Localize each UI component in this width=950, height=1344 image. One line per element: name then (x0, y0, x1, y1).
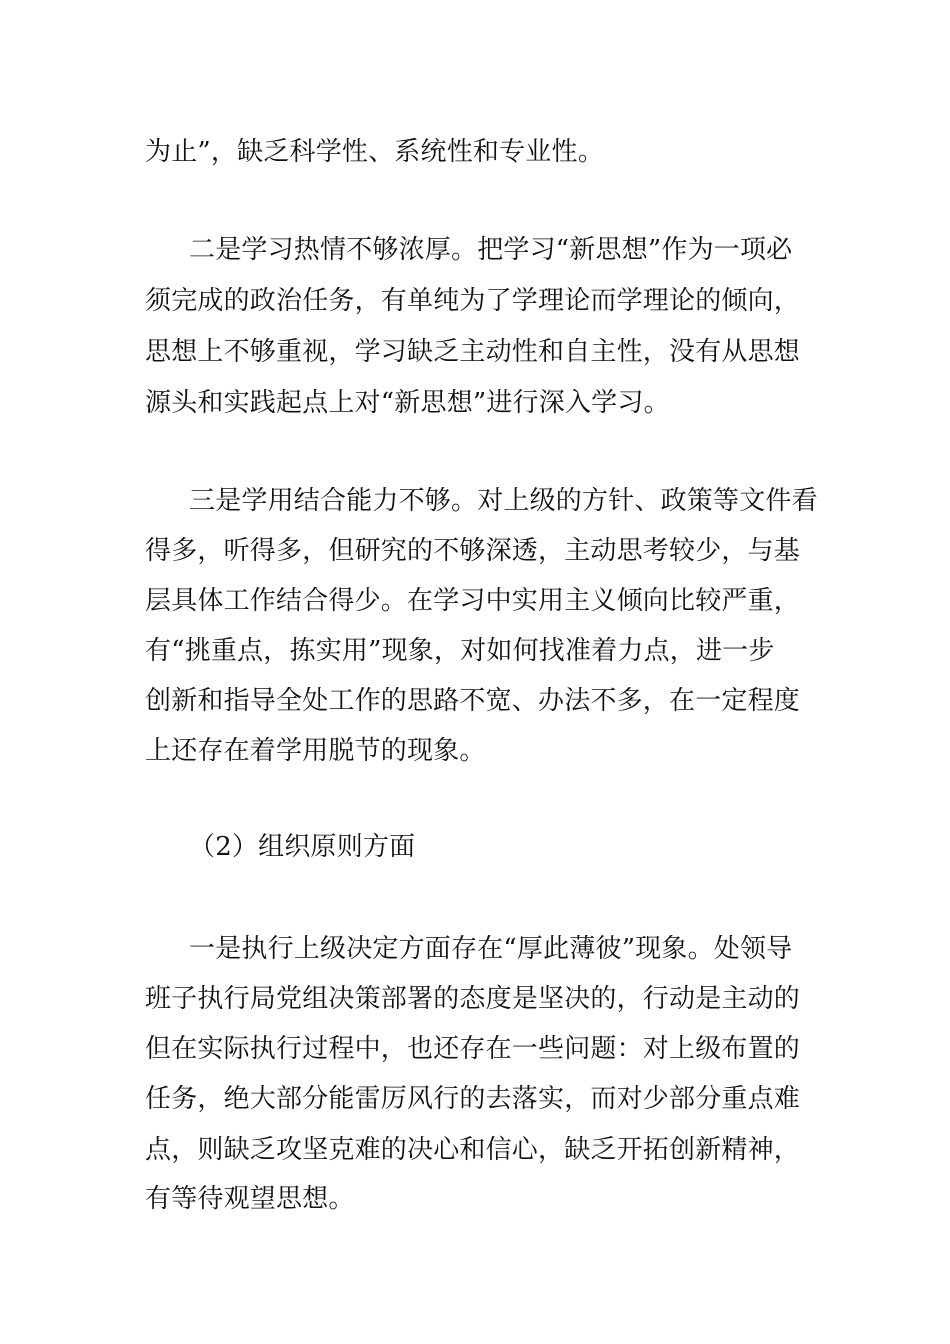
paragraph-four-line: 班子执行局党组决策部署的态度是坚决的，行动是主动的 (145, 984, 801, 1014)
paragraph-three-line: 创新和指导全处工作的思路不宽、办法不多，在一定程度 (145, 686, 801, 716)
paragraph-two-line: 二是学习热情不够浓厚。把学习“新思想”作为一项必 (189, 235, 793, 265)
paragraph-three-line: 上还存在着学用脱节的现象。 (145, 736, 486, 766)
paragraph-three-line: 得多，听得多，但研究的不够深透，主动思考较少，与基 (145, 536, 801, 566)
paragraph-four-line: 任务，绝大部分能雷厉风行的去落实，而对少部分重点难 (145, 1084, 801, 1114)
paragraph-two-line: 源头和实践起点上对“新思想”进行深入学习。 (145, 388, 670, 418)
paragraph-four-line: 点，则缺乏攻坚克难的决心和信心，缺乏开拓创新精神， (145, 1135, 801, 1165)
paragraph-four-line: 但在实际执行过程中，也还存在一些问题：对上级布置的 (145, 1034, 801, 1064)
paragraph-two-line: 思想上不够重视，学习缺乏主动性和自主性，没有从思想 (145, 337, 801, 367)
paragraph-three-line: 层具体工作结合得少。在学习中实用主义倾向比较严重， (145, 586, 801, 616)
section-heading: （2）组织原则方面 (189, 832, 416, 862)
paragraph-three-line: 有“挑重点，拣实用”现象，对如何找准着力点，进一步 (145, 636, 775, 666)
paragraph-three-line: 三是学用结合能力不够。对上级的方针、政策等文件看 (189, 486, 818, 516)
paragraph-fragment-line: 为止”，缺乏科学性、系统性和专业性。 (145, 137, 604, 167)
paragraph-four-line: 一是执行上级决定方面存在“厚此薄彼”现象。处领导 (189, 934, 793, 964)
paragraph-two-line: 须完成的政治任务，有单纯为了学理论而学理论的倾向， (145, 286, 801, 316)
paragraph-four-line: 有等待观望思想。 (145, 1184, 355, 1214)
